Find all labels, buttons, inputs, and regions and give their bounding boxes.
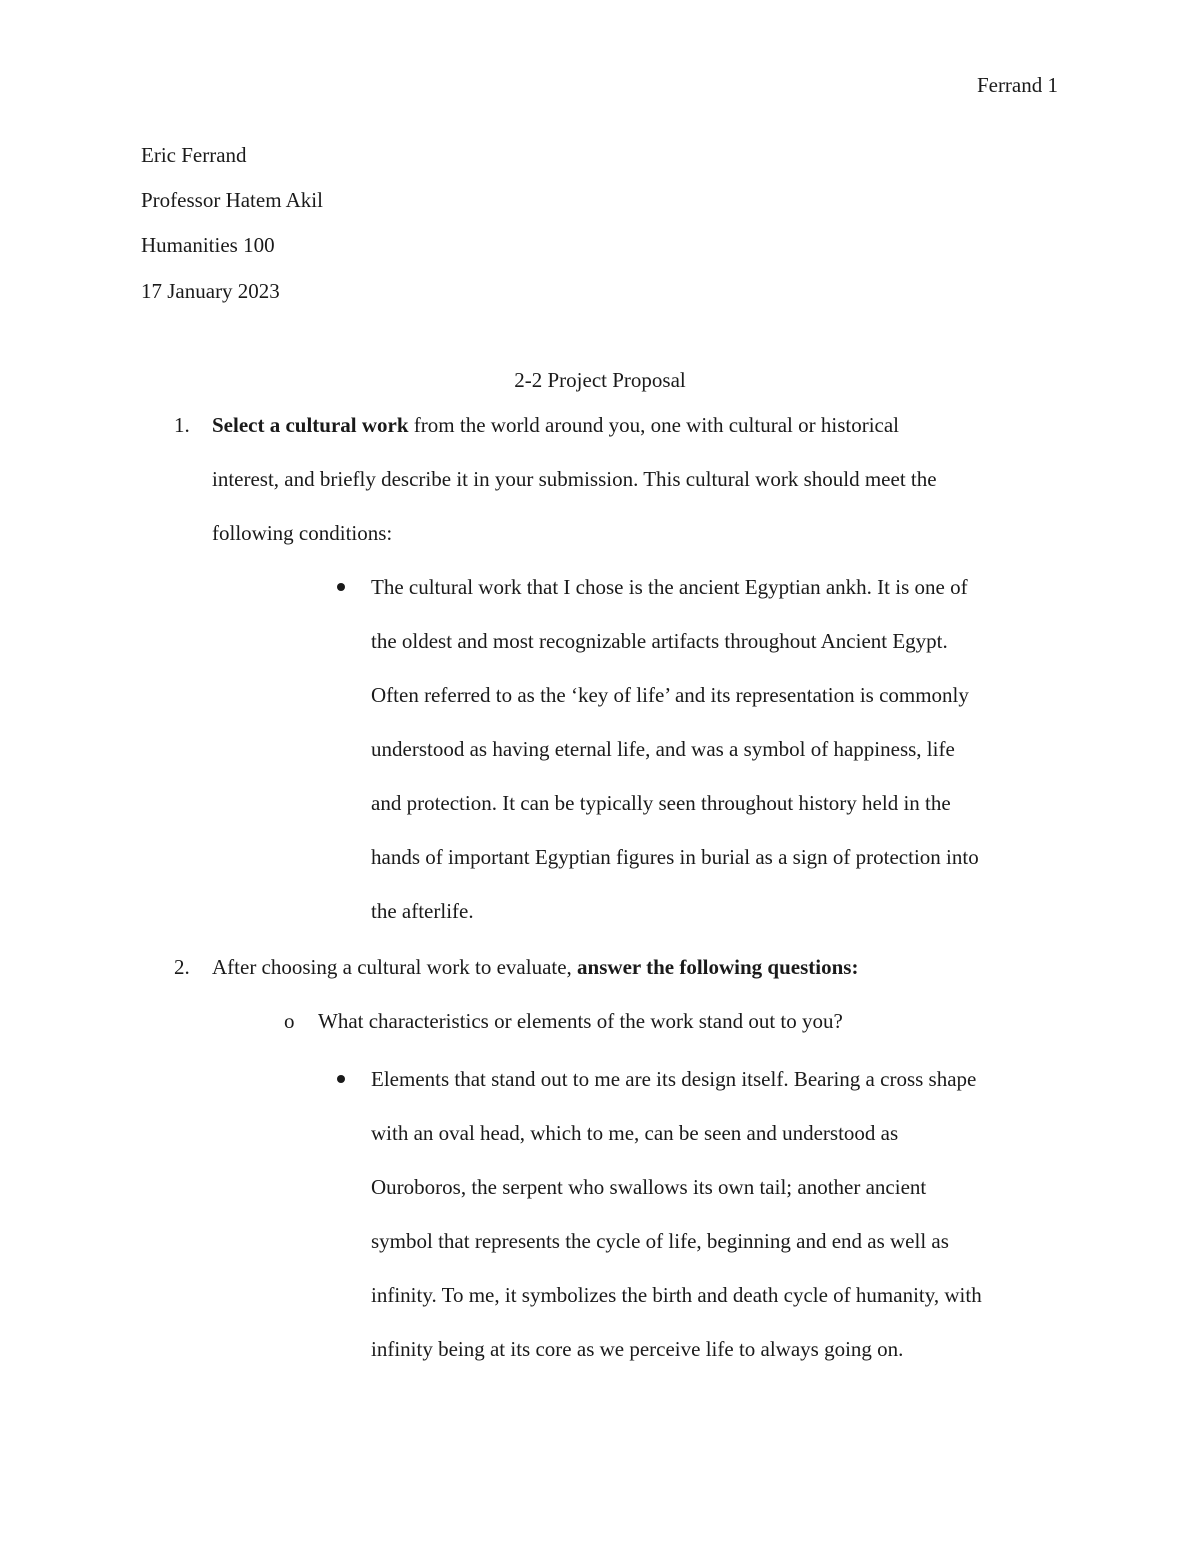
item-1-line-1	[212, 413, 899, 438]
paragraph-line: infinity being at its core as we perceive life to always going on.	[371, 1337, 904, 1361]
item-1-bold: Select a cultural work	[212, 413, 409, 437]
author-name: Eric Ferrand	[141, 143, 247, 167]
paragraph-line: The cultural work that I chose is the ancient Egyptian ankh. It is one of	[371, 575, 968, 599]
paragraph-line: the oldest and most recognizable artifacts throughout Ancient Egypt.	[371, 629, 948, 653]
item-1-number: 1.	[174, 413, 190, 437]
bullet-icon	[337, 1075, 345, 1083]
paragraph-line: the afterlife.	[371, 899, 474, 923]
item-2-number: 2.	[174, 955, 190, 979]
item-2-bold: answer the following questions:	[577, 955, 859, 979]
paragraph-line: infinity. To me, it symbolizes the birth and death cycle of humanity, with	[371, 1283, 982, 1307]
item-1-line-2: interest, and briefly describe it in your submission. This cultural work should meet the	[212, 467, 937, 491]
item-2-line	[212, 955, 858, 980]
paragraph-line: Elements that stand out to me are its design itself. Bearing a cross shape	[371, 1067, 977, 1091]
bullet-icon	[337, 583, 345, 591]
paragraph-line: Ouroboros, the serpent who swallows its own tail; another ancient	[371, 1175, 927, 1199]
paragraph-line: hands of important Egyptian figures in burial as a sign of protection into	[371, 845, 979, 869]
paragraph-line: symbol that represents the cycle of life, beginning and end as well as	[371, 1229, 949, 1253]
course-name: Humanities 100	[141, 233, 275, 257]
professor-name: Professor Hatem Akil	[141, 188, 323, 212]
document-date: 17 January 2023	[141, 279, 280, 303]
paragraph-line: with an oval head, which to me, can be seen and understood as	[371, 1121, 899, 1145]
item-2-text: After choosing a cultural work to evaluate,	[212, 955, 578, 979]
paragraph-line: understood as having eternal life, and was a symbol of happiness, life	[371, 737, 955, 761]
item-1-line-3: following conditions:	[212, 521, 393, 545]
paragraph-line: Often referred to as the ‘key of life’ and its representation is commonly	[371, 683, 969, 707]
running-head: Ferrand 1	[976, 73, 1058, 97]
sub-item-marker: o	[284, 1009, 295, 1033]
sub-question: What characteristics or elements of the work stand out to you?	[318, 1009, 843, 1033]
item-1-line-1-rest: from the world around you, one with cultural or historical	[408, 413, 900, 437]
paragraph-line: and protection. It can be typically seen throughout history held in the	[371, 791, 951, 815]
document-title: 2-2 Project Proposal	[514, 368, 686, 392]
